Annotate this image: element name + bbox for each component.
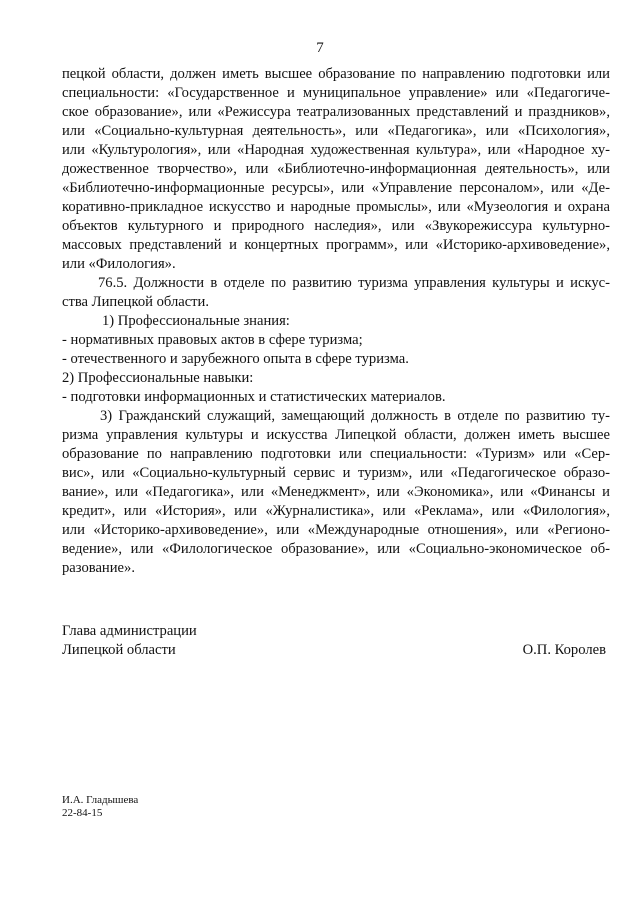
paragraph-line: массовых представлений и концертных программ», или «Историко-архивоведение», bbox=[62, 237, 610, 253]
paragraph-line: кредит», или «История», или «Журналистика», или «Реклама», или «Филология», bbox=[62, 503, 610, 519]
paragraph-line: специальности: «Государственное и муниципальное управление» или «Педагогиче- bbox=[62, 85, 610, 101]
knowledge-item: - отечественного и зарубежного опыта в сфере туризма. bbox=[62, 351, 409, 367]
section-heading: 76.5. Должности в отделе по развитию туризма управления культуры и искус- bbox=[98, 275, 610, 291]
paragraph-line: дожественное творчество», или «Библиотечно-информационная деятельность», или bbox=[62, 161, 610, 177]
paragraph-line: или «Культурология», или «Народная художественная культура», или «Народное ху- bbox=[62, 142, 610, 158]
skills-title: 2) Профессиональные навыки: bbox=[62, 370, 254, 386]
executor-name: И.А. Гладышева bbox=[62, 794, 139, 806]
paragraph-line: или «Социально-культурная деятельность», или «Педагогика», или «Психология», bbox=[62, 123, 610, 139]
page-number: 7 bbox=[316, 40, 324, 56]
paragraph-line: разование». bbox=[62, 560, 135, 576]
paragraph-line: или «Филология». bbox=[62, 256, 176, 272]
executor-phone: 22-84-15 bbox=[62, 807, 103, 819]
signature-title-line: Липецкой области bbox=[62, 642, 176, 658]
paragraph-line: или «Историко-архивоведение», или «Международные отношения», или «Регионо- bbox=[62, 522, 610, 538]
paragraph-line: 3) Гражданский служащий, замещающий должность в отделе по развитию ту- bbox=[100, 408, 610, 424]
paragraph-line: вис», или «Социально-культурный сервис и туризм», или «Педагогическое образо- bbox=[62, 465, 610, 481]
paragraph-line: объектов культурного и природного наследия», или «Звукорежиссура культурно- bbox=[62, 218, 610, 234]
signature-title-line: Глава администрации bbox=[62, 623, 197, 639]
skills-item: - подготовки информационных и статистических материалов. bbox=[62, 389, 446, 405]
paragraph-line: ское образование», или «Режиссура театрализованных представлений и праздников», bbox=[62, 104, 610, 120]
paragraph-line: ведение», или «Филологическое образование», или «Социально-экономическое об- bbox=[62, 541, 610, 557]
paragraph-line: вание», или «Педагогика», или «Менеджмент», или «Экономика», или «Финансы и bbox=[62, 484, 610, 500]
qualification-paragraph-continued bbox=[62, 65, 610, 578]
paragraph-line: пецкой области, должен иметь высшее образование по направлению подготовки или bbox=[62, 66, 610, 82]
paragraph-line: коративно-прикладное искусство и народные промыслы», или «Музеология и охрана bbox=[62, 199, 610, 215]
paragraph-line: ризма управления культуры и искусства Липецкой области, должен иметь высшее bbox=[62, 427, 610, 443]
paragraph-line: «Библиотечно-информационные ресурсы», или «Управление персоналом», или «Де- bbox=[62, 180, 610, 196]
section-heading: ства Липецкой области. bbox=[62, 294, 210, 310]
paragraph-line: образование по направлению подготовки или специальности: «Туризм» или «Сер- bbox=[62, 446, 610, 462]
signatory-name: О.П. Королев bbox=[522, 642, 606, 658]
knowledge-title: 1) Профессиональные знания: bbox=[102, 313, 290, 329]
knowledge-item: - нормативных правовых актов в сфере туризма; bbox=[62, 332, 363, 348]
